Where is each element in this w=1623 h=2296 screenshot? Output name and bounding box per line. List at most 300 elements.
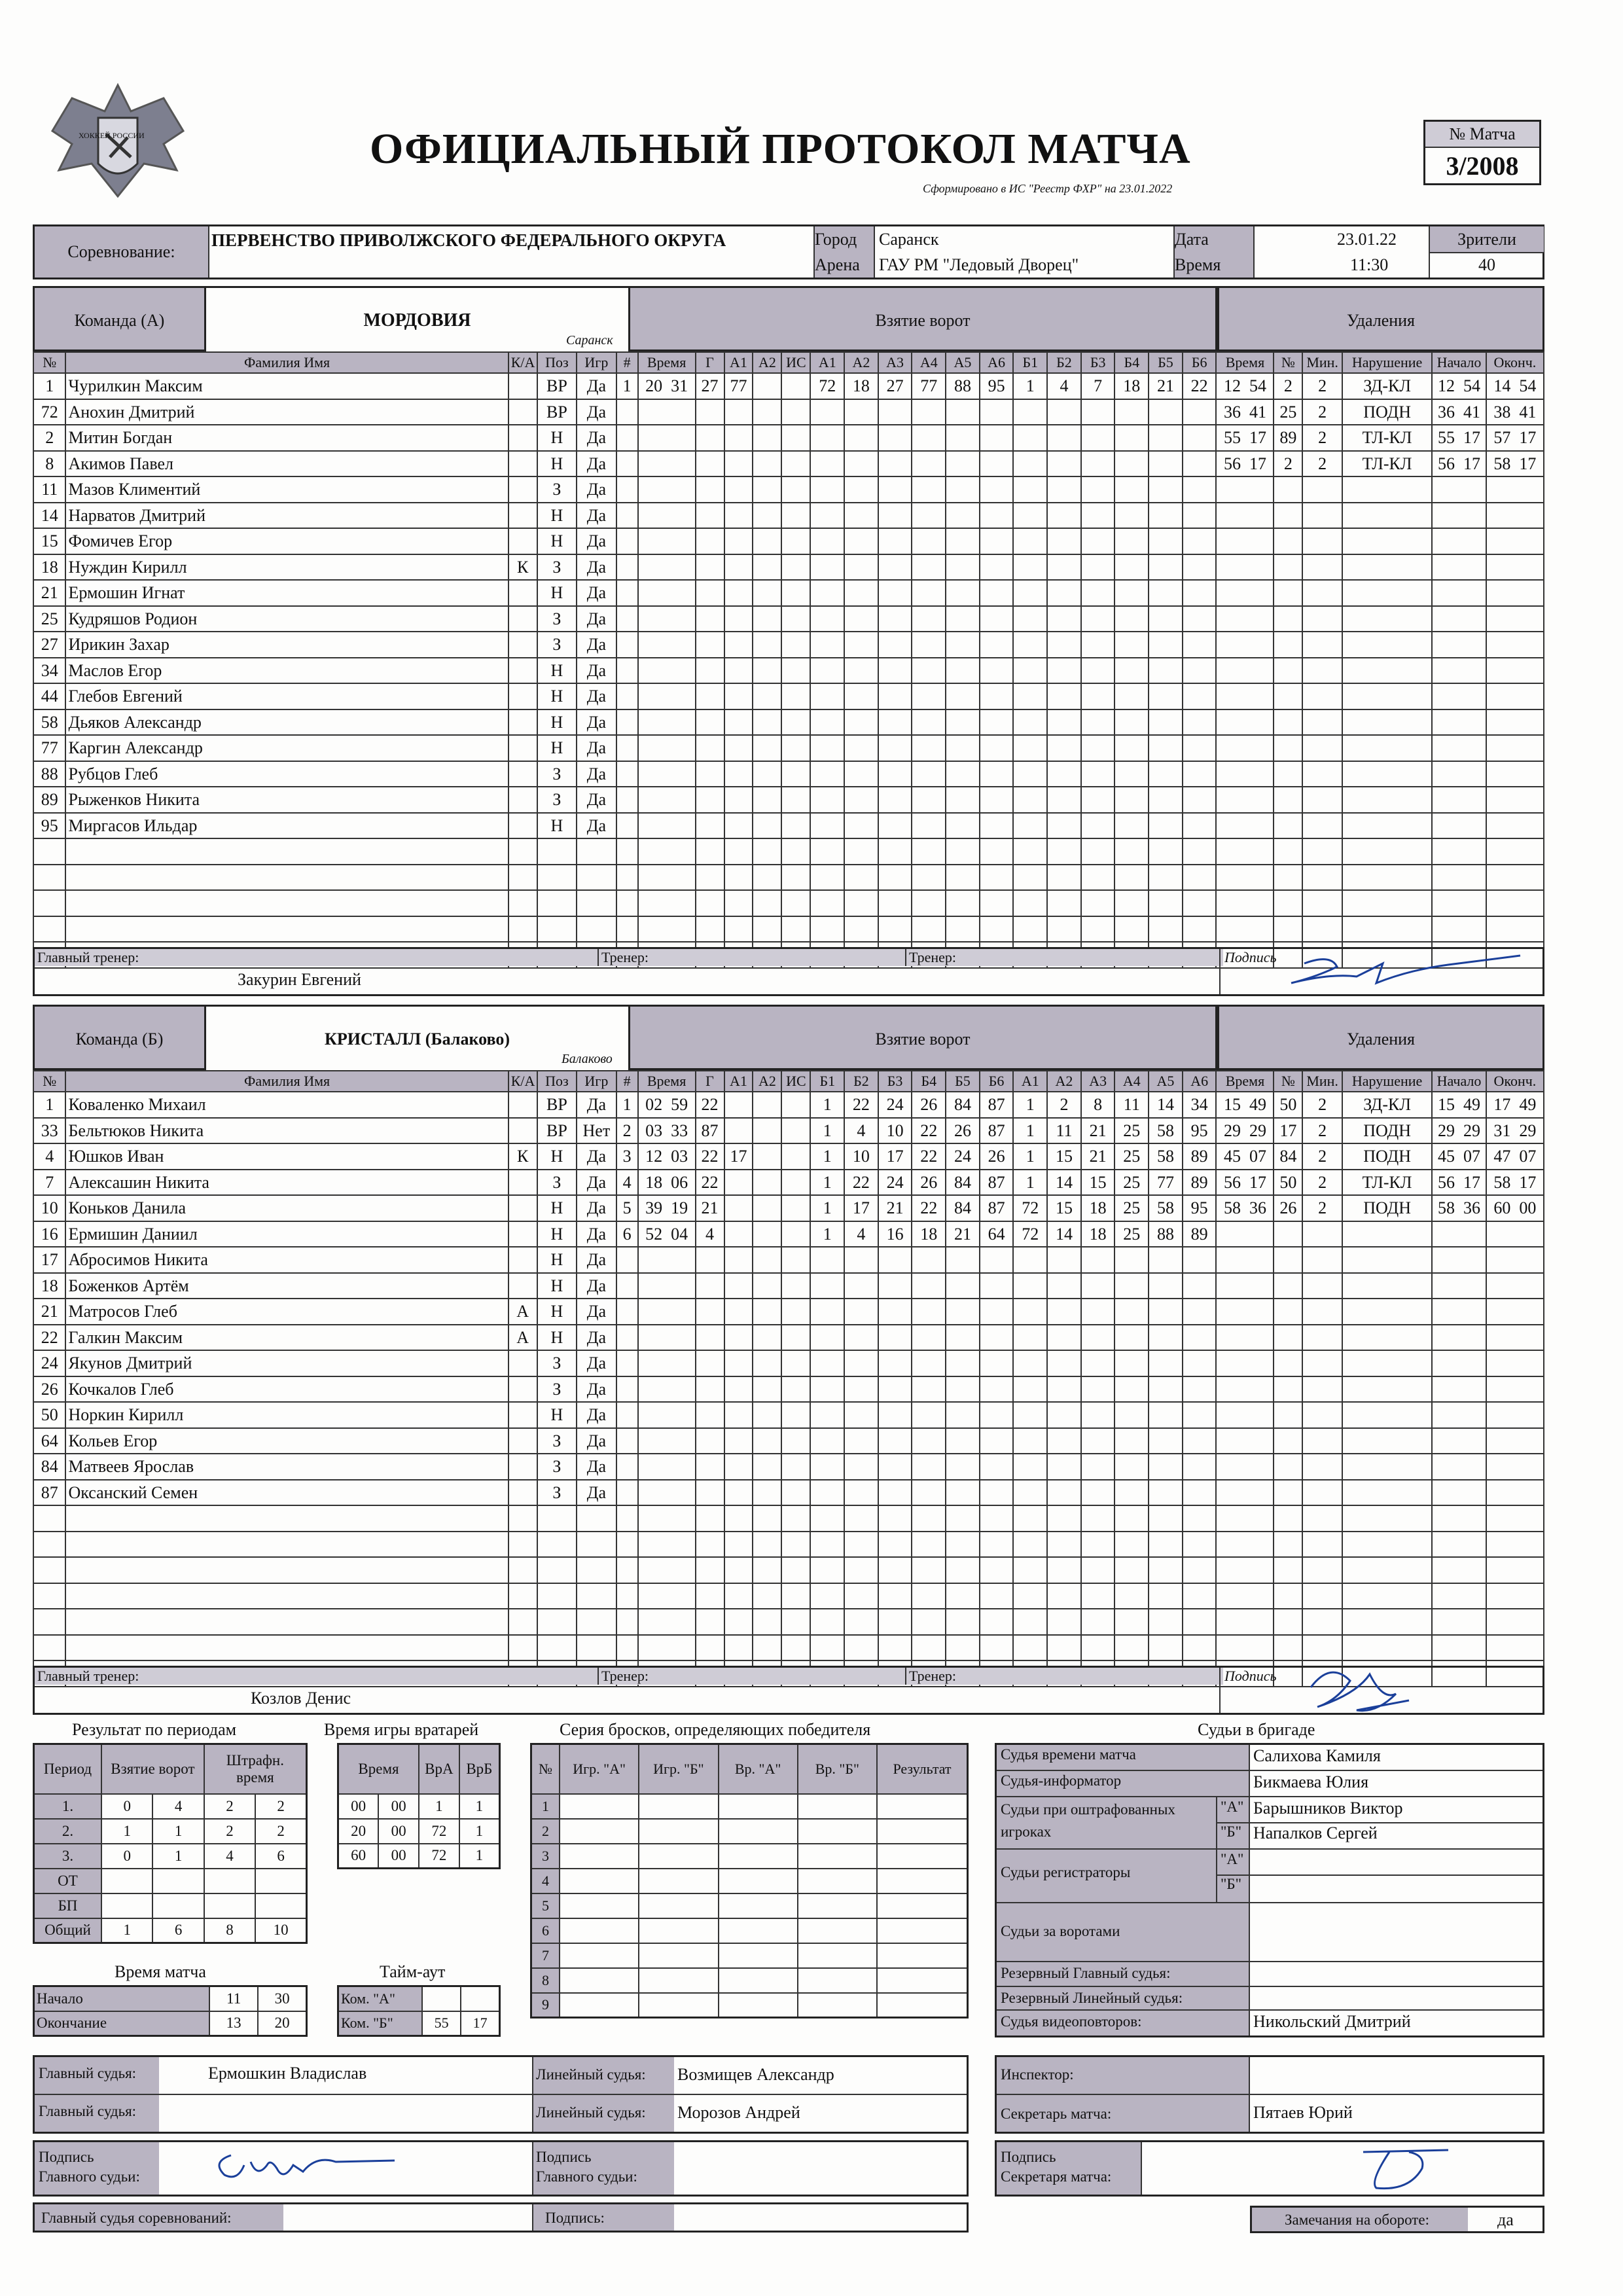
team-a-col-goal: Б4: [1115, 352, 1149, 373]
team-b-goal-onice: 1: [1013, 1143, 1047, 1170]
team-a-goal-onice: [878, 528, 912, 554]
team-a-goal-onice: [1047, 735, 1081, 761]
team-a-goal-onice: [1081, 658, 1115, 684]
team-b-player-role: А: [508, 1325, 537, 1351]
team-b-goal-assist2: [753, 1247, 781, 1273]
team-a-col-goal: #: [616, 352, 638, 373]
team-a-signature: [1278, 950, 1527, 999]
team-a-penalty-player: [1274, 890, 1302, 916]
team-b-goal-onice: [878, 1557, 912, 1583]
team-a-goal-onice: [1081, 890, 1115, 916]
team-b-goal-onice: [1081, 1273, 1115, 1299]
team-a-penalty-end: [1486, 916, 1544, 942]
table-row: [34, 1819, 307, 1844]
team-b-goal-scorer: [696, 1557, 724, 1583]
team-b-coach-label: Тренер:: [597, 1668, 909, 1685]
team-b-penalty-player: [1274, 1505, 1302, 1532]
team-b-goal-onice: [912, 1505, 946, 1532]
team-a-penalty-minutes: [1302, 709, 1342, 736]
team-b-goal-number: 5: [616, 1195, 638, 1221]
team-a-goal-scorer: [696, 451, 724, 477]
team-a-penalty-end: [1486, 658, 1544, 684]
team-b-goal-onice: 1: [810, 1195, 844, 1221]
team-a-penalty-end: [1486, 838, 1544, 865]
team-b-player-number: [33, 1532, 65, 1558]
team-a-penalty-end: [1486, 735, 1544, 761]
team-b-goal-onice: [1149, 1505, 1183, 1532]
team-b-goal-onice: [1081, 1532, 1115, 1558]
team-b-goal-assist2: [753, 1532, 781, 1558]
team-a-goal-number: [616, 425, 638, 451]
secretary-label: Секретарь матча:: [1001, 2106, 1112, 2122]
reserve-main-label: Резервный Главный судья:: [1001, 1965, 1171, 1981]
team-b-goal-situation: [781, 1454, 810, 1480]
team-b-penalty-offense: ТЛ-КЛ: [1342, 1170, 1432, 1196]
team-a-player-name: [65, 865, 508, 891]
team-b-goal-onice: 1: [1013, 1092, 1047, 1118]
match-time-table: [33, 1985, 308, 2037]
team-a-goal-situation: [781, 554, 810, 581]
team-b-player-role: [508, 1583, 537, 1609]
team-a-goal-situation: [781, 451, 810, 477]
team-a-player-number: 8: [33, 451, 65, 477]
team-a-player-played: [577, 890, 616, 916]
team-b-penalty-player: 26: [1274, 1195, 1302, 1221]
team-b-penalty-offense: [1342, 1402, 1432, 1428]
registrar-a-mark: "А": [1221, 1851, 1244, 1867]
shootout-cell: [877, 1993, 968, 2018]
team-b-penalty-offense: [1342, 1609, 1432, 1635]
team-b-col-goal: #: [616, 1071, 638, 1092]
team-b-goal-onice: 25: [1115, 1143, 1149, 1170]
team-a-goal-number: [616, 916, 638, 942]
team-a-penalty-time: [1216, 476, 1274, 503]
team-a-goal-onice: [1149, 735, 1183, 761]
team-a-goal-time: [638, 916, 696, 942]
team-b-penalty-offense: [1342, 1247, 1432, 1273]
team-a-goal-onice: [1183, 761, 1217, 787]
team-a-goal-scorer: [696, 606, 724, 632]
team-b-goal-onice: [1115, 1299, 1149, 1325]
sign-label: Подпись:: [545, 2210, 605, 2226]
team-b-goal-onice: [1013, 1247, 1047, 1273]
team-b-player-role: [508, 1118, 537, 1144]
team-a-goal-onice: [946, 838, 980, 865]
team-b-goal-assist2: [753, 1635, 781, 1661]
shootout-cell: [560, 1819, 639, 1844]
team-a-player-played: Да: [577, 709, 616, 736]
team-b-goal-onice: 77: [1149, 1170, 1183, 1196]
team-a-goal-assist1: [724, 787, 753, 813]
team-a-goal-onice: [1047, 865, 1081, 891]
team-a-player-name: Каргин Александр: [65, 735, 508, 761]
team-b-goal-scorer: [696, 1609, 724, 1635]
notes-box: [1250, 2206, 1544, 2233]
team-b-label: Команда (Б): [33, 1005, 206, 1070]
team-b-goal-onice: [878, 1402, 912, 1428]
team-b-goal-number: [616, 1635, 638, 1661]
team-a-penalty-start: [1432, 813, 1486, 839]
shootout-number: 9: [531, 1993, 560, 2018]
team-a-penalty-player: [1274, 838, 1302, 865]
shootout-cell: [639, 1819, 718, 1844]
period-value: 4: [152, 1794, 204, 1819]
team-b-goal-onice: [980, 1350, 1014, 1376]
team-b-goal-situation: [781, 1170, 810, 1196]
team-b-col-penalty: №: [1274, 1071, 1302, 1092]
team-b-penalty-minutes: [1302, 1247, 1342, 1273]
team-b-goal-onice: [878, 1376, 912, 1403]
team-a-penalty-time: 55 17: [1216, 425, 1274, 451]
team-b-goal-onice: [844, 1376, 878, 1403]
team-b-player-number: 24: [33, 1350, 65, 1376]
team-b-goal-onice: [1183, 1609, 1217, 1635]
penalty-judges-label: Судьи при оштрафованных игроках: [1001, 1801, 1175, 1840]
table-row: [34, 1869, 307, 1893]
team-a-goal-onice: [810, 606, 844, 632]
team-b-goal-onice: 22: [912, 1118, 946, 1144]
table-row: [33, 1350, 1544, 1376]
team-b-goal-onice: 22: [912, 1195, 946, 1221]
shootout-number: 4: [531, 1869, 560, 1893]
team-b-goal-onice: [810, 1583, 844, 1609]
team-a-col-goal: Б6: [1183, 352, 1217, 373]
team-a-goal-onice: [1149, 865, 1183, 891]
date-label: Дата: [1173, 226, 1255, 253]
team-b-goal-onice: [1081, 1609, 1115, 1635]
team-b-penalty-end: [1486, 1583, 1544, 1609]
team-a-goal-time: [638, 709, 696, 736]
team-a-player-number: 95: [33, 813, 65, 839]
team-b-goal-onice: 14: [1047, 1221, 1081, 1247]
team-b-goal-onice: [1149, 1583, 1183, 1609]
team-b-goal-situation: [781, 1325, 810, 1351]
team-b-goal-onice: [810, 1325, 844, 1351]
team-b-goal-situation: [781, 1092, 810, 1118]
team-a-goal-onice: [980, 528, 1014, 554]
match-number-box: [1423, 120, 1541, 185]
team-b-penalty-minutes: 2: [1302, 1118, 1342, 1144]
table-row: [33, 1583, 1544, 1609]
team-a-penalty-minutes: [1302, 658, 1342, 684]
team-b-col-goal: Б1: [810, 1071, 844, 1092]
team-b-goal-onice: 24: [878, 1170, 912, 1196]
team-a-goal-onice: [912, 606, 946, 632]
team-b-goal-onice: [1149, 1299, 1183, 1325]
team-b-penalty-end: [1486, 1273, 1544, 1299]
team-a-goal-assist2: [753, 916, 781, 942]
team-b-player-position: З: [537, 1454, 577, 1480]
team-b-player-name: Боженков Артём: [65, 1273, 508, 1299]
team-b-penalty-offense: [1342, 1299, 1432, 1325]
team-a-goal-number: [616, 735, 638, 761]
team-b-goal-onice: 1: [1013, 1118, 1047, 1144]
secretary-signature-box: [995, 2140, 1544, 2197]
team-b-penalty-start: [1432, 1247, 1486, 1273]
team-b-goal-onice: [878, 1350, 912, 1376]
team-b-goal-onice: [1115, 1454, 1149, 1480]
team-a-player-position: Н: [537, 683, 577, 709]
team-b-goal-onice: [912, 1299, 946, 1325]
team-a-goal-onice: [844, 838, 878, 865]
team-a-goal-onice: [1183, 813, 1217, 839]
team-a-goal-onice: [1047, 606, 1081, 632]
team-b-goal-onice: 1: [810, 1221, 844, 1247]
team-a-goal-onice: [1115, 476, 1149, 503]
team-a-player-played: Да: [577, 451, 616, 477]
team-b-goal-onice: 84: [946, 1170, 980, 1196]
team-b-goal-onice: [878, 1247, 912, 1273]
team-b-goal-onice: [1013, 1454, 1047, 1480]
table-row: [531, 1993, 968, 2018]
shootout-cell: [639, 1968, 718, 1993]
team-b-goal-onice: [946, 1299, 980, 1325]
team-a-goal-onice: [980, 838, 1014, 865]
team-a-penalty-offense: [1342, 787, 1432, 813]
team-b-goal-onice: [1081, 1557, 1115, 1583]
team-b-signature: [1291, 1655, 1422, 1720]
team-a-player-position: [537, 916, 577, 942]
team-a-goal-assist1: [724, 399, 753, 425]
team-a-coach2-label: Тренер:: [905, 949, 1223, 966]
team-b-player-played: Да: [577, 1195, 616, 1221]
team-a-goal-onice: [980, 554, 1014, 581]
team-b-penalty-end: [1486, 1480, 1544, 1506]
team-a-penalty-end: [1486, 632, 1544, 658]
team-a-penalty-time: [1216, 787, 1274, 813]
team-a-player-number: 27: [33, 632, 65, 658]
team-a-penalty-time: [1216, 580, 1274, 606]
team-b-player-played: [577, 1505, 616, 1532]
team-b-penalty-player: [1274, 1454, 1302, 1480]
team-a-goal-time: 20 31: [638, 373, 696, 399]
team-b-goal-onice: 24: [946, 1143, 980, 1170]
team-b-goal-onice: [810, 1299, 844, 1325]
team-a-goal-number: [616, 606, 638, 632]
team-b-goal-assist1: [724, 1583, 753, 1609]
team-b-goal-onice: [912, 1557, 946, 1583]
shootout-number: 8: [531, 1968, 560, 1993]
team-b-penalty-offense: [1342, 1480, 1432, 1506]
team-b-goal-onice: [946, 1505, 980, 1532]
shootout-table: [530, 1743, 969, 2018]
team-b-goal-onice: 88: [1149, 1221, 1183, 1247]
team-b-goal-number: [616, 1350, 638, 1376]
team-a-player-played: Да: [577, 554, 616, 581]
team-a-goal-onice: [810, 451, 844, 477]
team-b-player-number: 33: [33, 1118, 65, 1144]
team-a-goal-onice: [1013, 503, 1047, 529]
team-b-name: КРИСТАЛЛ (Балаково): [206, 1005, 628, 1070]
team-b-goal-onice: 1: [810, 1170, 844, 1196]
team-b-player-number: 64: [33, 1428, 65, 1454]
team-a-player-played: Да: [577, 476, 616, 503]
team-b-penalty-offense: ПОДН: [1342, 1143, 1432, 1170]
team-a-player-name: Дьяков Александр: [65, 709, 508, 736]
team-b-goal-onice: [1115, 1505, 1149, 1532]
team-a-goal-assist2: [753, 399, 781, 425]
team-b-goal-onice: [912, 1583, 946, 1609]
team-a-goal-onice: [912, 658, 946, 684]
team-a-penalty-end: 58 17: [1486, 451, 1544, 477]
team-a-player-role: [508, 425, 537, 451]
team-b-player-position: ВР: [537, 1092, 577, 1118]
team-a-player-name: Рубцов Глеб: [65, 761, 508, 787]
team-a-goal-onice: [844, 451, 878, 477]
team-b-penalty-offense: [1342, 1273, 1432, 1299]
team-b-col-goal: Б5: [946, 1071, 980, 1092]
team-a-goal-time: [638, 761, 696, 787]
team-a-goal-onice: [1149, 787, 1183, 813]
team-a-goal-situation: [781, 580, 810, 606]
team-b-goal-onice: 24: [878, 1092, 912, 1118]
team-b-goal-number: [616, 1247, 638, 1273]
team-a-goal-assist2: [753, 787, 781, 813]
team-b-goal-time: [638, 1505, 696, 1532]
team-b-goal-onice: 4: [844, 1118, 878, 1144]
team-a-goal-onice: [810, 838, 844, 865]
team-b-penalty-time: [1216, 1325, 1274, 1351]
team-a-goal-onice: [1183, 425, 1217, 451]
shootout-cell: [639, 1943, 718, 1968]
team-a-goal-assist1: [724, 761, 753, 787]
team-a-goal-onice: [1149, 709, 1183, 736]
team-b-penalty-time: 56 17: [1216, 1170, 1274, 1196]
team-a-player-number: [33, 890, 65, 916]
team-b-penalty-end: 17 49: [1486, 1092, 1544, 1118]
team-b-player-name: [65, 1557, 508, 1583]
shootout-col-ga: Вр. "А": [719, 1744, 798, 1794]
team-b-goal-situation: [781, 1428, 810, 1454]
team-a-penalty-time: [1216, 683, 1274, 709]
team-a-col-goal: А2: [844, 352, 878, 373]
periods-col-pim: Штрафн. время: [204, 1744, 307, 1794]
team-a-goal-onice: [946, 451, 980, 477]
team-b-goal-assist2: [753, 1092, 781, 1118]
team-a-goal-assist1: [724, 735, 753, 761]
team-a-penalty-offense: [1342, 632, 1432, 658]
team-b-penalty-player: 84: [1274, 1143, 1302, 1170]
team-a-player-name: Митин Богдан: [65, 425, 508, 451]
team-b-goal-situation: [781, 1376, 810, 1403]
team-b-goal-time: 39 19: [638, 1195, 696, 1221]
team-a-player-position: З: [537, 606, 577, 632]
team-b-goal-onice: 72: [1013, 1221, 1047, 1247]
team-b-goal-number: [616, 1480, 638, 1506]
team-a-penalty-start: [1432, 838, 1486, 865]
team-a-goal-scorer: [696, 890, 724, 916]
sign-main-label-2a: Подпись: [536, 2149, 592, 2165]
team-b-goal-onice: [1149, 1480, 1183, 1506]
goalie-value: 72: [419, 1819, 459, 1844]
team-b-goal-onice: [946, 1273, 980, 1299]
team-a-goal-onice: [1149, 813, 1183, 839]
team-b-goal-assist2: [753, 1325, 781, 1351]
team-b-penalty-time: [1216, 1221, 1274, 1247]
team-b-goal-onice: [1183, 1325, 1217, 1351]
team-a-player-position: Н: [537, 503, 577, 529]
team-b-player-played: Да: [577, 1092, 616, 1118]
team-a-goal-onice: [1115, 890, 1149, 916]
team-b-player-name: Коваленко Михаил: [65, 1092, 508, 1118]
team-b-penalty-player: [1274, 1325, 1302, 1351]
team-b-penalty-minutes: [1302, 1325, 1342, 1351]
team-a-player-role: [508, 865, 537, 891]
team-a-coach-row: [33, 947, 1544, 996]
shootout-cell: [798, 1918, 877, 1943]
video-judge-label: Судья видеоповторов:: [1001, 2013, 1142, 2030]
team-b-player-name: [65, 1532, 508, 1558]
team-a-goal-number: [616, 787, 638, 813]
team-b-goal-onice: [1149, 1350, 1183, 1376]
shootout-col-pb: Игр. "Б": [639, 1744, 718, 1794]
team-b-player-number: [33, 1557, 65, 1583]
team-a-goal-number: [616, 503, 638, 529]
team-b-goal-onice: 1: [810, 1118, 844, 1144]
team-a-penalty-player: 25: [1274, 399, 1302, 425]
team-a-goal-onice: [810, 658, 844, 684]
team-b-goal-time: [638, 1273, 696, 1299]
team-a-player-name: Фомичев Егор: [65, 528, 508, 554]
team-a-coach-label: Тренер:: [597, 949, 909, 966]
team-a-col-roster: №: [33, 352, 65, 373]
shootout-cell: [639, 1869, 718, 1893]
team-a-goal-onice: [912, 865, 946, 891]
team-a-goal-number: [616, 528, 638, 554]
team-b-penalty-end: [1486, 1325, 1544, 1351]
team-b-player-played: Да: [577, 1325, 616, 1351]
team-a-goal-onice: [946, 476, 980, 503]
team-a-player-position: Н: [537, 709, 577, 736]
team-a-penalty-player: [1274, 606, 1302, 632]
team-a-goal-onice: [878, 813, 912, 839]
team-b-player-number: 7: [33, 1170, 65, 1196]
team-a-goal-onice: [844, 683, 878, 709]
table-row: [338, 1844, 500, 1869]
team-b-goal-onice: [844, 1273, 878, 1299]
team-b-goal-onice: [1047, 1505, 1081, 1532]
team-a-player-position: [537, 890, 577, 916]
team-b-penalty-end: [1486, 1299, 1544, 1325]
team-a-goal-time: [638, 865, 696, 891]
period-value: 10: [255, 1918, 306, 1943]
team-b-penalty-minutes: [1302, 1221, 1342, 1247]
team-a-penalty-offense: [1342, 503, 1432, 529]
team-b-goal-onice: [1081, 1247, 1115, 1273]
team-a-goal-onice: [844, 787, 878, 813]
team-b-penalty-time: 45 07: [1216, 1143, 1274, 1170]
shootout-cell: [560, 1869, 639, 1893]
team-b-goal-onice: [844, 1557, 878, 1583]
team-b-penalty-start: [1432, 1635, 1486, 1661]
shootout-number: 6: [531, 1918, 560, 1943]
team-b-goal-assist1: [724, 1170, 753, 1196]
team-a-penalty-start: [1432, 865, 1486, 891]
city-label: Город: [813, 226, 875, 253]
team-a-player-name: Акимов Павел: [65, 451, 508, 477]
team-a-player-role: [508, 606, 537, 632]
shootout-cell: [877, 1918, 968, 1943]
team-b-penalty-time: 58 36: [1216, 1195, 1274, 1221]
team-a-player-name: Анохин Дмитрий: [65, 399, 508, 425]
team-a-player-position: [537, 838, 577, 865]
team-b-goal-assist2: [753, 1118, 781, 1144]
team-a-goal-situation: [781, 399, 810, 425]
team-a-goal-onice: [980, 735, 1014, 761]
team-a-goal-onice: [844, 916, 878, 942]
team-b-player-role: [508, 1221, 537, 1247]
team-b-goal-onice: [844, 1480, 878, 1506]
